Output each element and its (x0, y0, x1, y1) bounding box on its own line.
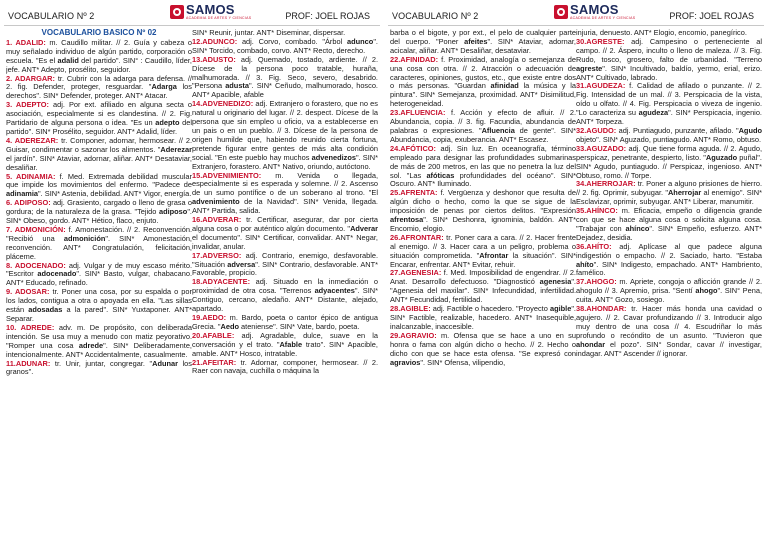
logo-subtitle: ACADEMIA DE ARTES Y CIENCIAS (570, 16, 636, 20)
entry-example-word: adiposo (158, 207, 188, 217)
entry-example-word: Afrontar (479, 250, 509, 260)
entry-example-word: ahogo (695, 286, 718, 296)
entry-text: los granos". (6, 358, 192, 377)
entry-term: 35.AHÍNCO: (576, 206, 618, 216)
entry-text: adj. Vulgar y de muy escaso mérito. "Escritor (6, 260, 192, 279)
entry-text: adj. Situado en la inmediación o proximidad de otra cosa. "Terrenos (192, 277, 378, 296)
entry-text: tr. Poner cara a cara. // 2. Hacer frente al enemigo. // 3. Hacer cara a un peligro, problema o situación comprometida. " (390, 232, 576, 260)
entry-example-word: Adarga (151, 82, 177, 92)
entry-text: ". "Agenesia del maxilar". SIN* Infecundidad, infertilidad. ANT* Fecundidad, fertilidad. (390, 277, 576, 305)
entry-example-word: agible (549, 304, 572, 314)
entry-text: ". SIN* Deliberadamente, intencionalmente. ANT* Accidentalmente, casualmente. (6, 340, 192, 359)
entry-text: trato". SIN* Apacible, amable. ANT* Hosco, intratable. (192, 339, 378, 358)
entry-term: 30.AGRESTE: (576, 36, 625, 46)
entry-example-word: adunco (347, 36, 374, 46)
vocabulary-entry (576, 180, 762, 207)
entry-text: ". SIN* Contiguo, cercano, aledaño. ANT* Distante, alejado, apartado. (192, 286, 378, 314)
entry-text: adj. Contrario, enemigo, desfavorable. "Situación (192, 250, 378, 269)
vocabulary-entry (390, 305, 576, 332)
header-vocabulary-label: VOCABULARIO Nº 2 (8, 11, 95, 21)
vocabulary-entry (6, 137, 192, 173)
entry-text: adj. Aplícase al que padece alguna indigestión o empacho. // 2. Saciado, harto. "Estaba (576, 241, 762, 260)
entry-text: ". SIN* Torcido, combado, corvo. ANT* Recto, derecho. (192, 36, 378, 55)
entry-text: m. Ofensa que se hace a uno en su honra o fama con algún dicho o hecho. // 2. Hecho o dicho con que se hace esta ofensa. "Se expresó con (390, 330, 576, 358)
entry-term: 26.AFRONTAR: (390, 232, 444, 242)
entry-text: del partido". SIN* Prosélito, seguidor. ANT* Adalid, líder. (6, 118, 192, 136)
entry-example-word: ahondar (576, 339, 606, 349)
entry-text: adv. m. De propósito, con deliberada intención. Se usa muy a menudo con matiz peyorativo. "Romper una cosa (6, 322, 192, 350)
entry-term: 34.AHERROJAR: (576, 179, 636, 189)
header-teacher-label: PROF: JOEL ROJAS (669, 11, 754, 21)
header-vocabulary-label: VOCABULARIO Nº 2 (392, 11, 479, 21)
entry-text: ". SIN* Amonestación, reconvención. ANT* Congratulación, felicitación, pláceme. (6, 233, 192, 261)
entry-example-word: advenimiento (192, 197, 240, 207)
vocabulary-entry (192, 100, 378, 171)
entry-text: f. Med. Imposibilidad de engendrar. // 2. Anat. Desarrollo defectuoso. "Diagnosticó (390, 268, 576, 287)
entry-text: adj. Que tiene forma aguda. // 2. Agudo, perspicaz, penetrante, despierto, listo. " (576, 143, 762, 162)
vocabulary-entry (390, 56, 576, 109)
vocabulary-entry (6, 199, 192, 226)
entry-text: adj. Sin luz. En oceanografía, término empleado para designar las profundidades submarinas de más de 200 metros, en las que no penetra la luz del sol. "Las (390, 143, 576, 180)
entry-text: barba o el bigote, y por ext., el pelo de cualquier parte del cuerpo. "Poner (390, 29, 576, 46)
vocabulary-entry (192, 38, 378, 56)
entry-text: objeto". SIN* Aguzado, puntiagudo. ANT* Romo, obtuso. (576, 134, 762, 144)
entry-example-word: agravios (390, 357, 421, 367)
vocabulary-entry (192, 314, 378, 332)
vocabulary-entry (390, 145, 576, 190)
vocabulary-entry (6, 360, 192, 378)
entry-example-word: adalid (57, 55, 79, 65)
entry-text: SIN* Reunir, juntar. ANT* Diseminar, dispersar. (192, 29, 346, 37)
entry-text: tr. Hacer más honda una cavidad o agujero. // 2. Cavar profundizando // 3. Introducir algo muy dentro de una cosa // 4. Escudriñar lo más profundo o recóndito de un asunto. "Tuvieron que (576, 304, 762, 340)
vocabulary-entry (576, 127, 762, 145)
entry-term: 33.AGUZADO: (576, 143, 627, 153)
entry-text: tr. Poner a alguno prisiones de hierro. // 2. fig. Oprimir, subyugar. " (576, 179, 762, 198)
entry-text: ". SIN* Ataviar, adornar, acicalar, aliñar. ANT* Desaliñar, desataviar. (390, 36, 576, 55)
entry-text: ". SIN* Perspicacia, ingenio. ANT* Torpeza. (576, 108, 762, 127)
entry-text: tr. Certificar, asegurar, dar por cierta alguna cosa o por auténtico algún documento. " (192, 215, 378, 233)
entry-term: 29.AGRAVIO: (390, 330, 437, 340)
vocabulary-entry (390, 269, 576, 305)
entry-example-word: Aderezar (160, 144, 192, 154)
entry-text: f. Acción y efecto de afluir. // 2. Abundancia, copia. // 3. fig. Facundia, abundancia de palabras o expresiones. " (390, 108, 576, 135)
entry-example-word: advenedizos (311, 152, 356, 162)
vocabulary-entry (576, 82, 762, 127)
entry-text: ". SIN* Empeño, esfuerzo. ANT* Dejadez, desidia. (576, 223, 762, 242)
entry-text: adj. Quemado, tostado, ardiente. // 2. Dícese de la persona poco tratable, huraña, malhumorada. // 3. Fig. Seco, severo, desabrido. "Persona (192, 54, 378, 91)
entry-example-word: afinidad (490, 81, 519, 91)
entry-text: puñal". SIN* Agudo, puntiagudo. // Perspicaz, ingenioso. ANT* Obtuso, romo. // Torpe. (576, 152, 762, 180)
entry-term: 23.AFLUENCIA: (390, 108, 446, 118)
entry-example-word: agreste (576, 63, 603, 73)
vocabulary-entry (6, 75, 192, 102)
entry-text: de gente". SIN* Abundancia, copia, exuberancia. ANT* Escasez. (390, 125, 576, 144)
vocabulary-entry (576, 305, 762, 358)
entry-example-word: afeites (464, 36, 488, 46)
entry-term: 36.AHÍTO: (576, 241, 612, 251)
vocabulary-entry (192, 332, 378, 359)
vocabulary-entry (192, 56, 378, 101)
entry-text: el jardín". SIN* Ataviar, adornar, aliñar. ANT* Desataviar, desaliñar. (6, 153, 192, 172)
vocabulary-entry (6, 101, 192, 137)
entry-term: 14.ADVENEDIZO: (192, 99, 254, 109)
vocabulary-entry (192, 252, 378, 279)
entry-term: 19.AEDO: (192, 313, 227, 322)
entry-term: 7. ADMONICIÓN: (6, 224, 66, 234)
column (576, 29, 762, 543)
entry-example-word: adinamia (6, 189, 39, 199)
entry-term: 17.ADVERSO: (192, 250, 242, 260)
entry-term: 8. ADOCENADO: (6, 260, 66, 270)
entry-example-word: adrede (78, 340, 104, 350)
column (6, 29, 192, 543)
entry-text: ". SIN* Extranjero, forastero. ANT* Nativo, oriundo, autóctono. (192, 152, 378, 171)
entry-term: 4. ADEREZAR: (6, 135, 59, 145)
entry-text: ". SIN* Indigesto, empachado. ANT* Hambriento, famélico. (576, 259, 762, 278)
entry-text: tr. Cubrir con la adarga para defensa. // 2. fig. Defender, proteger, resguardar. " (6, 73, 192, 92)
logo-name: SAMOS (186, 2, 235, 17)
entry-example-word: Aherrojar (667, 188, 702, 198)
entry-text: adj. Agradable, dulce, suave en la conversación y el trato. " (192, 330, 378, 349)
entry-term: 32.AGUDO: (576, 125, 617, 135)
entry-example-word: adversa (227, 259, 256, 269)
entry-text: tr. Componer, adornar, hermosear. // 2. Guisar, condimentar o sazonar los alimentos. " (6, 135, 192, 154)
entry-text: m. Eficacia, empeño o diligencia grande con que se hace alguna cosa o solicita alguna cosa. "Trabajar con (576, 206, 762, 233)
entry-text: a la pared". SIN* Yuxtaponer. ANT* Separar. (6, 305, 192, 323)
vocabulary-entry (6, 324, 192, 360)
entry-text: ". SIN* Basto, vulgar, chabacano. ANT* Educado, refinado. (6, 269, 192, 288)
entry-example-word: afrentosa (390, 215, 424, 225)
page-right (384, 0, 768, 543)
vocabulary-entry (576, 278, 762, 305)
entry-term: 3. ADEPTO: (6, 100, 50, 110)
samos-logo (554, 3, 635, 21)
header-teacher-label: PROF: JOEL ROJAS (285, 11, 370, 21)
entry-term: 12.ADUNCO: (192, 36, 238, 46)
vocabulary-entry (390, 189, 576, 234)
entry-example-word: Adunar (152, 358, 178, 368)
entry-term: 5. ADINAMIA: (6, 171, 56, 181)
entry-text: el documento". SIN* Certificar, convalidar. ANT* Negar, invalidar, anular. (192, 232, 378, 251)
entry-text: de la Navidad". SIN* Venida, llegada. ANT* Partida, salida. (192, 197, 378, 216)
entry-text: adj. Factible o hacedero. "Proyecto (430, 304, 550, 314)
entry-text: tr. Poner una cosa, por su espalda o por los lados, contigua a otra o apoyada en ella. "Las sillas están (6, 287, 192, 315)
entry-example-word: Aguzado (705, 152, 738, 162)
page-header (4, 0, 380, 26)
entry-term: 1. ADALID: (6, 37, 46, 47)
entry-example-word: agenesia (539, 277, 572, 287)
vocabulary-entry (6, 262, 192, 289)
entry-text: f. Med. Extremada debilidad muscular que impide los movimientos del enfermo. "Padece de (6, 171, 192, 190)
entry-text: ateniense". SIN* Vate, bardo, poeta. (238, 321, 360, 331)
entry-text: m. Venida o llegada, especialmente si es esperada y solemne. // 2. Ascenso de un sumo pontífice o de un soberano al trono. "El (192, 170, 378, 198)
entry-term: 11.ADUNAR: (6, 358, 51, 368)
vocabulary-entry (6, 39, 192, 75)
entry-term: 27.AGENESIA: (390, 268, 442, 278)
entry-text: profundidades del océano". SIN* Oscuro. ANT* Iluminado. (390, 170, 576, 189)
samos-logo-icon (170, 5, 184, 19)
vocabulary-entry (192, 172, 378, 217)
entry-term: 2. ADARGAR: (6, 73, 55, 83)
logo-subtitle: ACADEMIA DE ARTES Y CIENCIAS (186, 16, 252, 20)
vocabulary-entry (192, 278, 378, 314)
entry-text: f. Calidad de afilado o punzante. // 2. Fig. Intensidad de un mal. // 3. Perspicacia de la vista, oído u olfato. // 4. Fig. Perspicacia o viveza de ingenio. "Lo caracteriza su (576, 81, 762, 118)
entry-term: 25.AFRENTA: (390, 188, 438, 198)
entry-term: 37.AHOGO: (576, 277, 617, 287)
entry-term: 20.AFABLE: (192, 330, 235, 340)
entry-text: al enemigo". SIN* Esclavizar, oprimir, subyugar. ANT* Liberar, manumitir. (576, 188, 762, 207)
entry-example-word: ahínco (625, 223, 650, 233)
entry-text: el pozo". SIN° Sondar, cavar // investigar, indagar. ANT° Ascender // ignorar. (576, 339, 762, 358)
entry-term: 16.ADVERAR: (192, 215, 242, 225)
entry-text: adj. Grasiento, cargado o lleno de grasa o gordura; de la naturaleza de la grasa. "Tejido (6, 198, 192, 217)
entry-example-word: adepto (155, 118, 180, 128)
samos-logo (170, 3, 251, 21)
entry-example-word: ahíto (576, 259, 594, 269)
entry-text: ". SIN* Incultivado, baldío, yermo, erial, erizo. ANT* Cultivado, labrado. (576, 63, 762, 82)
entry-text: f. Amonestación. // 2. Reconvención. "Recibió una (6, 224, 192, 243)
entry-text: ". SIN° Pena, cuita. ANT° Gozo, sosiego. (576, 286, 762, 305)
entry-text: del partido". SIN° : Caudillo, líder, jefe. ANT* Adepto, prosélito, seguidor. (6, 55, 192, 74)
entry-text: m. Bardo, poeta o cantor épico de antigua Grecia. " (192, 313, 378, 331)
entry-text: ". SIN* Deshonra, ignominia, baldón. ANT* Encomio, elogio. (390, 215, 576, 233)
entry-text: adj. Extranjero o forastero, que no es natural u originario del lugar. // 2. despect. Dícese de la persona que sin empleo u oficio, va a establecerse en un pais o en un pueblo. // 3. Dícese de la persona de origen humilde que, habiendo reunido cierta fortuna, pretende figurar entre gentes de más alta condición social. "En este pueblo hay muchos (192, 99, 378, 162)
entry-term: 22.AFINIDAD: (390, 54, 439, 64)
entry-text: injuria, denuesto. ANT* Elogio, encomio, panegírico. (576, 29, 747, 37)
entry-text: adj. Campesino o perteneciente al campo. // 2. Áspero, inculto o lleno de maleza. // 3. Fig. Rudo, tosco, grosero, falto de urbanidad. "Terreno (576, 36, 762, 64)
vocabulary-entry (390, 234, 576, 270)
vocabulary-entry (576, 38, 762, 83)
entry-text: adj. Puntiagudo, punzante, afilado. " (616, 125, 739, 135)
entry-text: los derechos". SIN* Defender, proteger. ANT* Atacar. (6, 82, 192, 101)
entry-example-word: Aedo (220, 321, 239, 331)
vocabulary-entry (6, 226, 192, 262)
entry-term: 38.AHONDAR: (576, 304, 627, 314)
entry-text: la situación". SIN* Encarar, enfrentar. ANT* Evitar, rehuir. (390, 250, 576, 269)
entry-text: m. Apriete, congoja o aflicción grande // 2. ahogulo // 3. Apremio, prisa. "Sentí (576, 277, 762, 296)
samos-logo-icon (554, 5, 568, 19)
entry-text: f. Vergüenza y deshonor que resulta de algún dicho o hecho, como la que se sigue de la imposición de penas por ciertos delitos. "Expresión (390, 188, 576, 216)
vocabulary-title: VOCABULARIO BÁSICO Nº 02 (41, 29, 157, 37)
entry-text: ". SIN* Contrario, desfavorable. ANT* Favorable, propicio. (192, 259, 378, 278)
entry-example-word: afóticas (426, 170, 455, 180)
vocabulary-entry (192, 216, 378, 252)
entry-text: ". SIN* Ceñudo, malhumorado, hosco. ANT* Apacible, afable (192, 81, 378, 100)
entry-term: 24.AFÓTICO: (390, 143, 436, 153)
entry-term: 21.AFEITAR: (192, 357, 237, 367)
logo-name: SAMOS (570, 2, 619, 17)
page-header (388, 0, 764, 26)
entry-text: tr. Adornar, componer, hermosear. // 2. Raer con navaja, cuchilla o máquina la (192, 357, 378, 376)
entry-text: adj. Por ext. afiliado en alguna secta o asociación, especialmente si es clandestina. // 2. Fig. Partidario de alguna persona o idea. "Es un (6, 100, 192, 128)
entry-example-word: Afluencia (481, 125, 515, 135)
entry-example-word: adosadas (28, 305, 63, 315)
entry-term: 18.ADYACENTE: (192, 277, 251, 287)
vocabulary-entry (192, 359, 378, 377)
column (192, 29, 378, 543)
vocabulary-entry (576, 145, 762, 181)
entry-text: ". SIN* Obeso, gordo. ANT* Hético, flaco, enjuto. (6, 207, 192, 226)
entry-term: 9. ADOSAR: (6, 287, 50, 297)
entry-term: 6. ADIPOSO: (6, 198, 51, 208)
entry-term: 31.AGUDEZA: (576, 81, 626, 91)
vocabulary-entry (576, 243, 762, 279)
entry-term: 10. ADREDE: (6, 322, 55, 332)
entry-text: tr. Unir, juntar, congregar. " (50, 358, 153, 368)
entry-text: la música y la pintura". SIN* Semejanza, proximidad. ANT* Disimilitud, heterogeneidad. (390, 81, 576, 109)
vocabulary-entry (390, 332, 576, 368)
entry-term: 15.ADVENIMIENTO: (192, 170, 262, 180)
entry-example-word: adyacentes (314, 286, 355, 296)
entry-example-word: agudeza (638, 108, 669, 118)
vocabulary-entry (576, 207, 762, 243)
entry-example-word: Agudo (738, 125, 762, 135)
vocabulary-entry (390, 109, 576, 145)
entry-text: ". SIN* Ofensa, vilipendio, (420, 357, 506, 367)
vocabulary-entry (390, 29, 576, 56)
entry-example-word: admonición (63, 233, 106, 243)
entry-term: 13.ADUSTO: (192, 54, 236, 64)
column (390, 29, 576, 543)
vocabulary-entry (6, 173, 192, 200)
entry-term: 28.AGIBLE: (390, 304, 431, 314)
entry-example-word: Adverar (350, 223, 378, 233)
entry-text: adj. Corvo, combado. "Árbol (237, 36, 348, 46)
entry-text: ". SIN* Astenia, debilidad. ANT* Vigor, energía. (38, 189, 192, 199)
entry-example-word: adocenado (37, 269, 77, 279)
entry-text: f. Proximidad, analogía o semejanza de una cosa con otra. // 2. Atracción o adecuación de caracteres, opiniones, gustos, etc., que existe entre dos o más personas. "Guardan (390, 54, 576, 91)
entry-example-word: Afable (279, 339, 303, 349)
entry-example-word: adusta (225, 81, 250, 91)
entry-text: ". SIN* Factible, realizable, hacedero. ANT* Inasequible, inalcanzable, inaccesible. (390, 304, 576, 331)
entry-text: m. Caudillo militar. // 2. Guía y cabeza o muy señalado individuo de algún partido, corporación o escuela. "Es el (6, 37, 192, 65)
vocabulary-entry (6, 288, 192, 324)
